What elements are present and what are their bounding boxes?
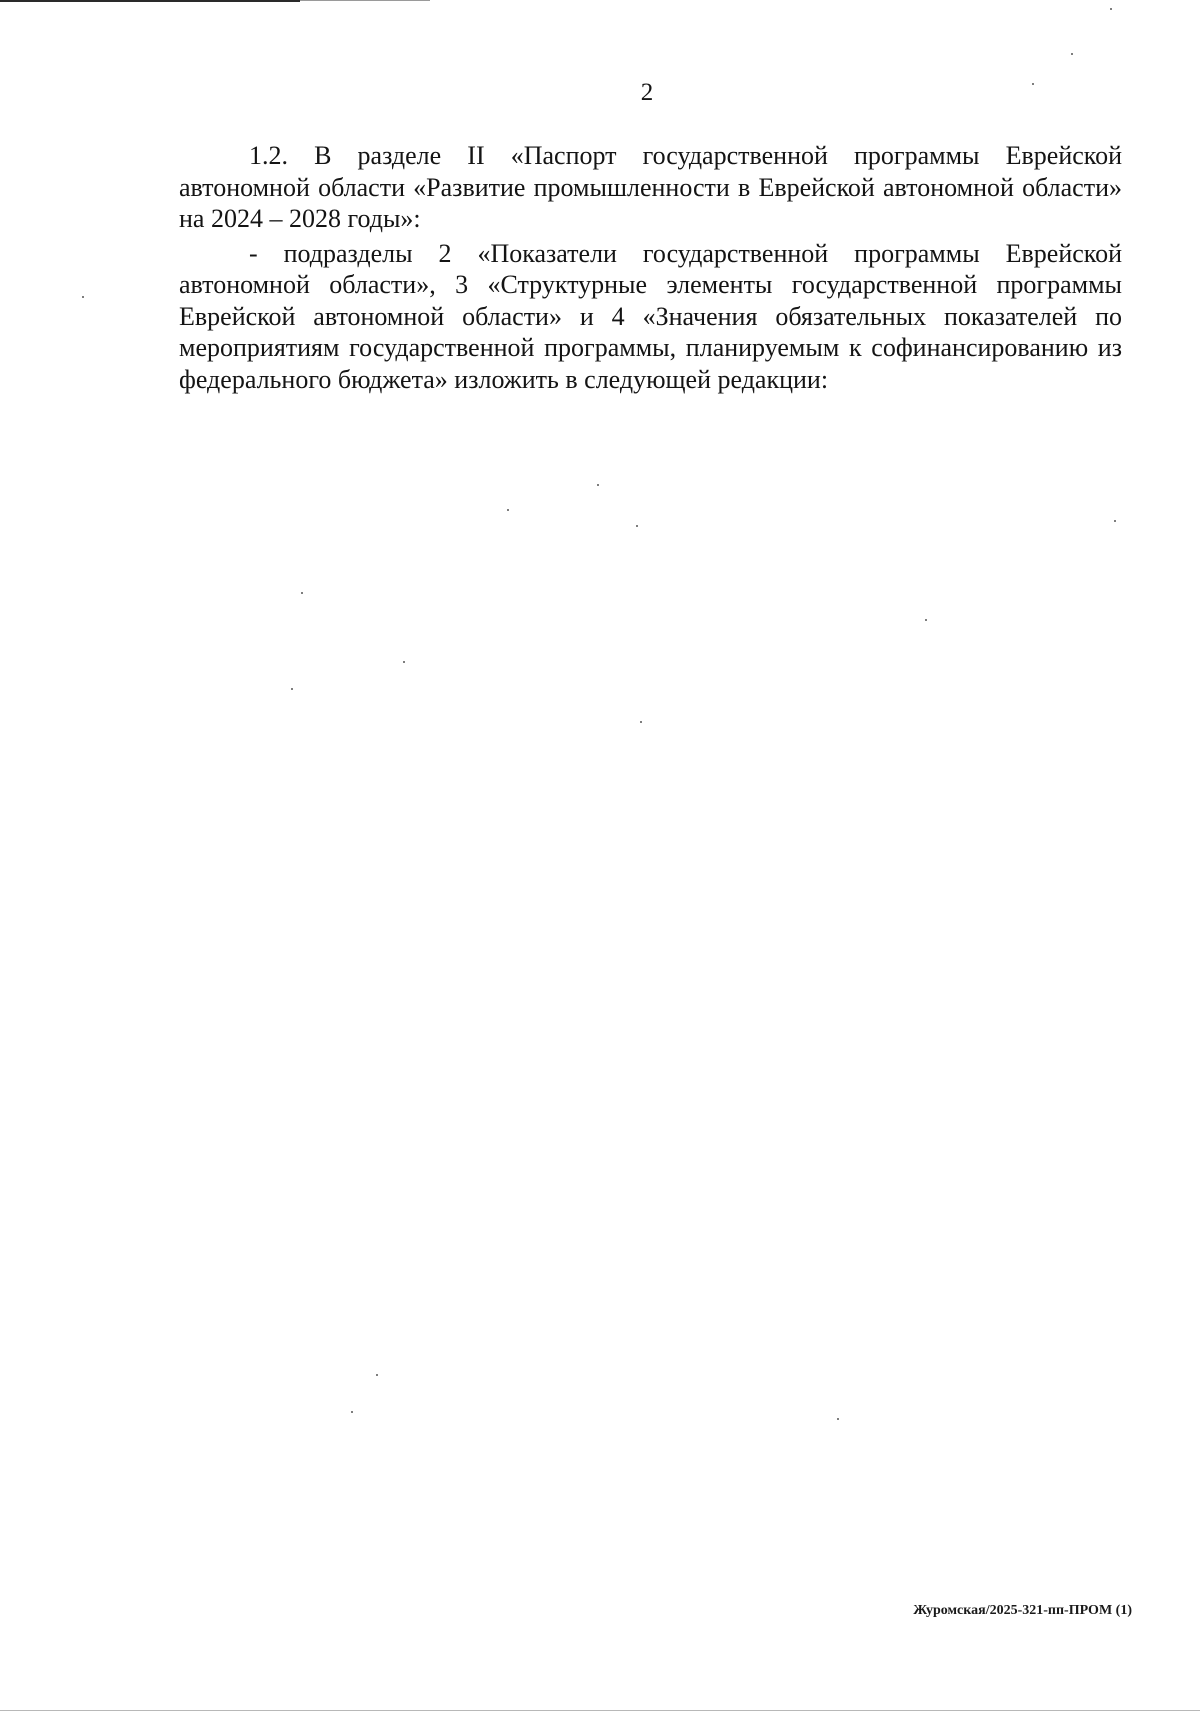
paragraph-1: 1.2. В разделе II «Паспорт государственной программы Еврейской автономной области «Развитие промышленности в Еврейской автономной области» на 2024 – 2028 годы»:	[179, 141, 1122, 233]
scan-speck	[403, 661, 405, 663]
page-number: 2	[640, 79, 654, 106]
scan-edge-line-faint	[300, 0, 430, 1]
scan-speck	[1071, 53, 1073, 55]
document-body	[179, 140, 1122, 395]
scan-edge-line-bottom	[0, 1710, 1200, 1711]
paragraph-2: - подразделы 2 «Показатели государственной программы Еврейской автономной области», 3 «Структурные элементы государственной программы Еврейской автономной области» и 4 «Значения обязательных показателей по мероприятиям государственной программы, планируемым к софинансированию из федерального бюджета» изложить в следующей редакции:	[179, 238, 1122, 394]
scan-speck	[597, 484, 599, 486]
scan-speck	[1114, 520, 1116, 522]
scan-speck	[507, 509, 509, 511]
scan-speck	[1032, 83, 1034, 85]
scan-speck	[82, 296, 84, 298]
scan-speck	[301, 592, 303, 594]
scan-speck	[925, 619, 927, 621]
scan-speck	[1110, 8, 1112, 10]
document-footer-code: Журомская/2025-321-пп-ПРОМ (1)	[913, 1603, 1132, 1618]
scan-speck	[640, 721, 642, 723]
scan-edge-line	[0, 0, 300, 2]
scan-speck	[376, 1374, 378, 1376]
scan-speck	[837, 1418, 839, 1420]
scan-speck	[636, 525, 638, 527]
scan-speck	[351, 1411, 353, 1413]
scan-speck	[291, 688, 293, 690]
